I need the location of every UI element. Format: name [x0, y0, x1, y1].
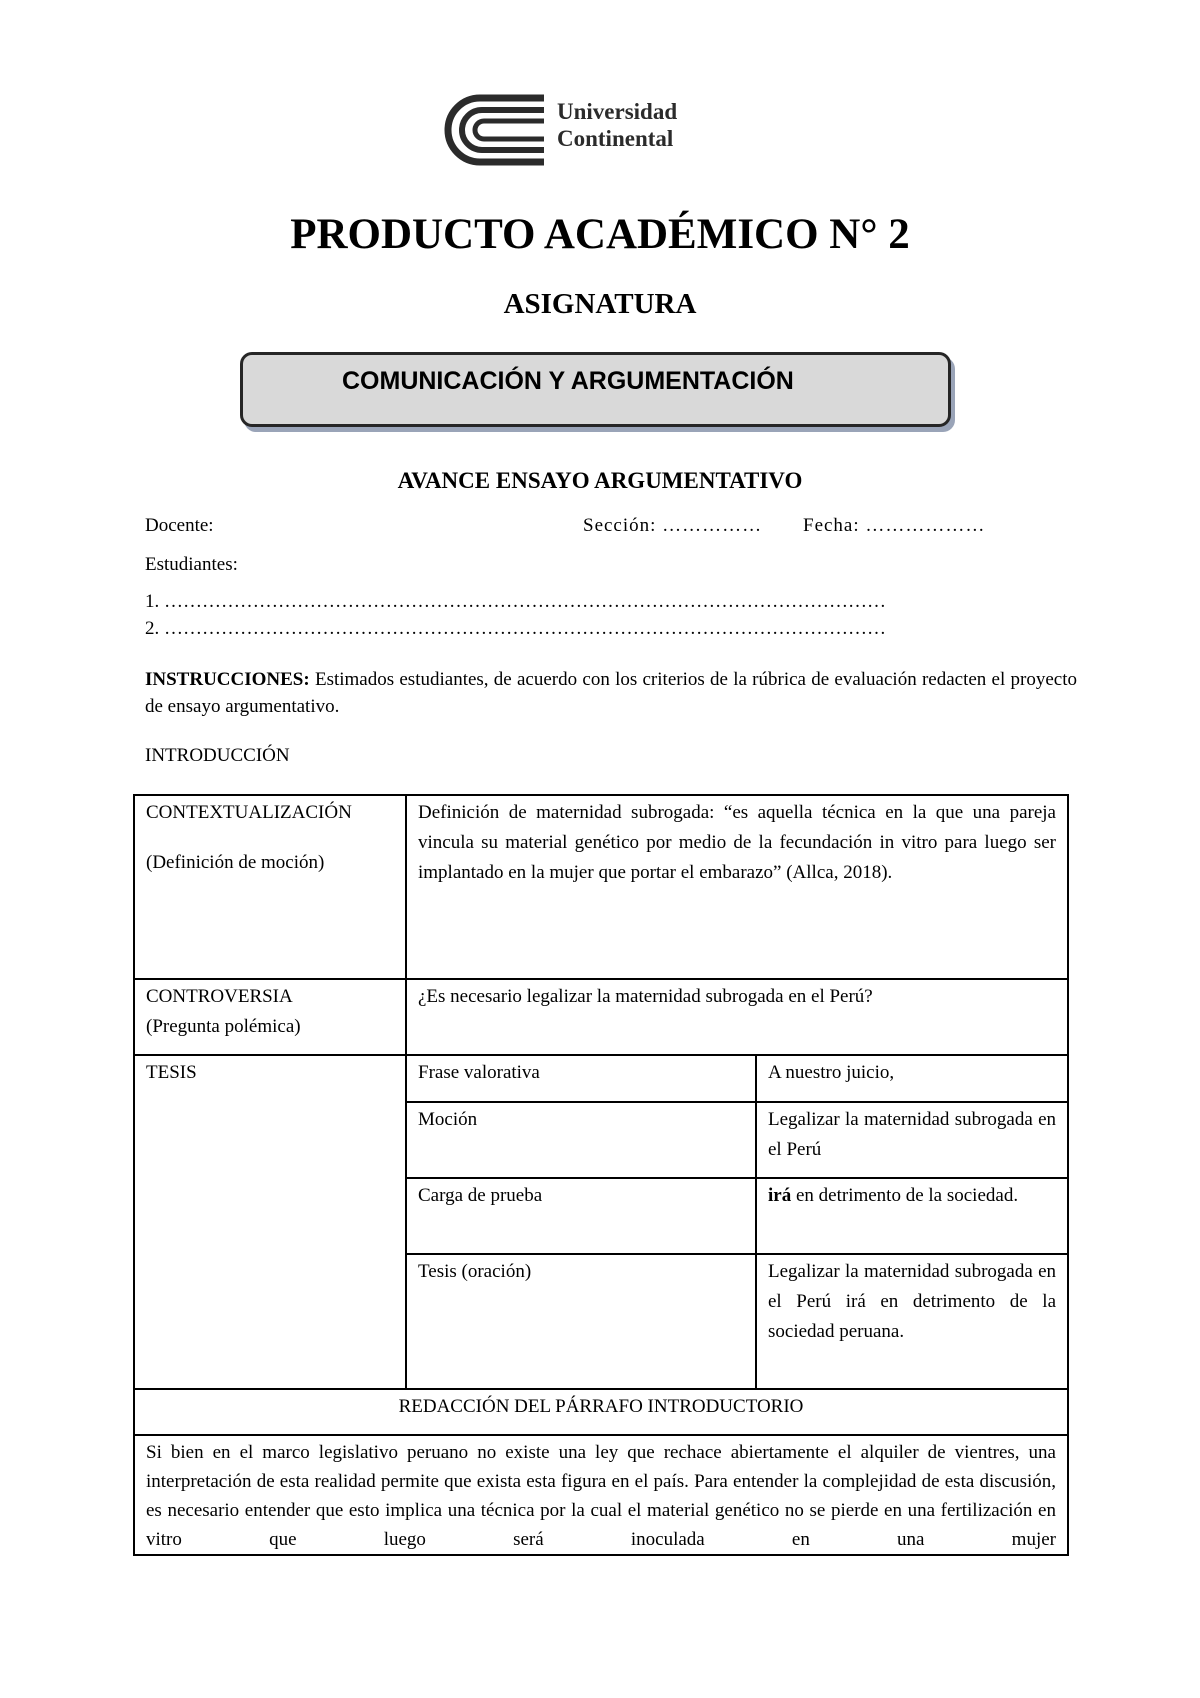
- document-subtitle: AVANCE ENSAYO ARGUMENTATIVO: [397, 468, 803, 493]
- context-label-cell: [134, 795, 406, 979]
- logo-line-2: Continental: [557, 126, 674, 151]
- intro-paragraph-text: [134, 1435, 1068, 1555]
- document-title: PRODUCTO ACADÉMICO N° 2: [290, 211, 910, 258]
- table-row: [134, 795, 1068, 979]
- date-field: Fecha: ………………: [803, 515, 986, 536]
- controversy-sublabel: (Pregunta polémica): [146, 1016, 301, 1037]
- logo-line-1: Universidad: [557, 99, 678, 124]
- subject-label: ASIGNATURA: [503, 288, 697, 320]
- thesis-row-label: Carga de prueba: [406, 1178, 756, 1254]
- student-line-1: 1. ……………………………………………………………………………………………………: [145, 591, 886, 612]
- thesis-row-value: [756, 1178, 1068, 1254]
- instructions: [145, 666, 1077, 720]
- student-line-2: 2. ……………………………………………………………………………………………………: [145, 618, 886, 639]
- thesis-row-value-text: A nuestro juicio,: [768, 1062, 895, 1083]
- thesis-row-value-text: Legalizar la maternidad subrogada en el Perú irá en detrimento de la sociedad peruana.: [768, 1261, 1056, 1342]
- course-name: COMUNICACIÓN Y ARGUMENTACIÓN: [342, 367, 794, 395]
- thesis-row-label: Moción: [406, 1102, 756, 1178]
- thesis-label: TESIS: [134, 1055, 406, 1389]
- university-logo-mark: [440, 92, 550, 168]
- students-label: Estudiantes:: [145, 554, 238, 575]
- logo-wordmark: [557, 98, 677, 152]
- table-row: [134, 1435, 1068, 1555]
- table-row: [134, 979, 1068, 1055]
- course-name-box: [240, 352, 951, 427]
- context-label: CONTEXTUALIZACIÓN: [146, 802, 352, 823]
- intro-paragraph-body: Si bien en el marco legislativo peruano no existe una ley que rechace abiertamente el alquiler de vientres, una interpretación de esta realidad permite que exista esta figura en el país. Para entender la complejidad de esta discusión, es necesario entender que esto implica una técnica por la cual el material genético no se pierde en una fertilización en vitro que luego será inoculada en una mujer: [146, 1442, 1056, 1550]
- section-field: Sección: ……………: [583, 515, 763, 536]
- thesis-row-value-text: Legalizar la maternidad subrogada en el Perú: [768, 1109, 1056, 1160]
- thesis-row-value: [756, 1055, 1068, 1102]
- thesis-row-label: Tesis (oración): [406, 1254, 756, 1389]
- thesis-row-value-text: en detrimento de la sociedad.: [791, 1185, 1019, 1206]
- table-row: [134, 1389, 1068, 1435]
- controversy-text: ¿Es necesario legalizar la maternidad subrogada en el Perú?: [406, 979, 1068, 1055]
- controversy-label: CONTROVERSIA: [146, 986, 293, 1007]
- thesis-row-value-bold: irá: [768, 1185, 792, 1206]
- introduction-table: [133, 794, 1069, 1556]
- thesis-row-label: Frase valorativa: [406, 1055, 756, 1102]
- context-text: Definición de maternidad subrogada: “es aquella técnica en la que una pareja vincula su material genético por medio de la fecundación in vitro para luego ser implantado en la mujer que portar el embarazo” (Allca, 2018).: [406, 795, 1068, 979]
- context-sublabel: (Definición de moción): [146, 852, 325, 873]
- teacher-label: Docente:: [145, 515, 214, 536]
- thesis-row-value: [756, 1254, 1068, 1389]
- instructions-label: INSTRUCCIONES:: [145, 669, 310, 690]
- instructions-text: Estimados estudiantes, de acuerdo con los criterios de la rúbrica de evaluación redacten el proyecto de ensayo argumentativo.: [145, 669, 1077, 717]
- table-row: [134, 1055, 1068, 1102]
- thesis-row-value: [756, 1102, 1068, 1178]
- university-logo: [440, 92, 710, 168]
- intro-paragraph-heading: REDACCIÓN DEL PÁRRAFO INTRODUCTORIO: [134, 1389, 1068, 1435]
- section-heading: INTRODUCCIÓN: [145, 745, 290, 766]
- controversy-label-cell: [134, 979, 406, 1055]
